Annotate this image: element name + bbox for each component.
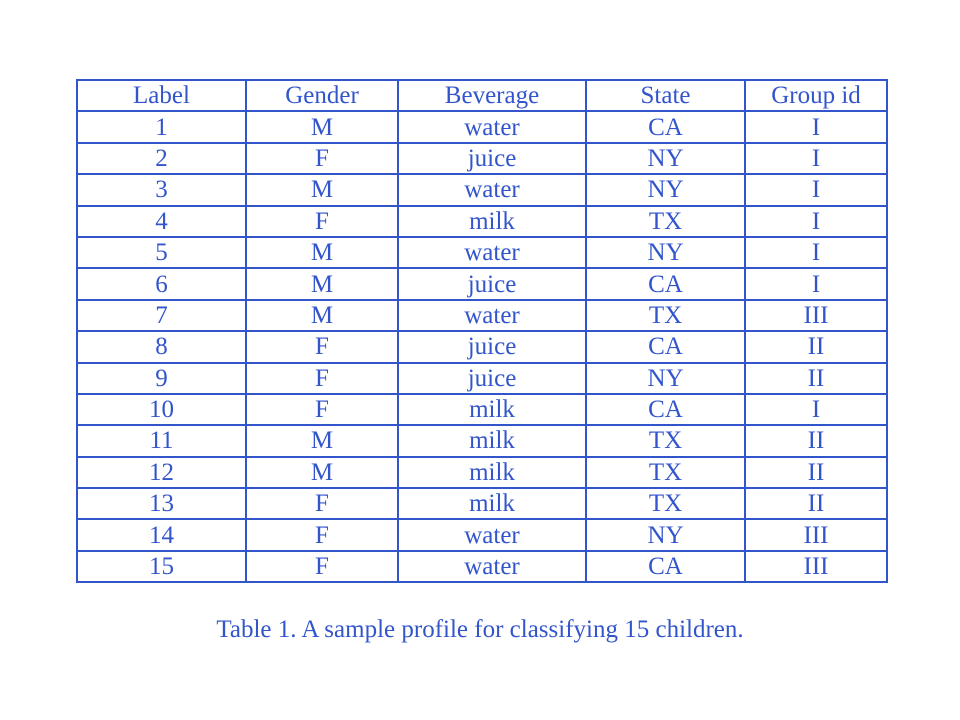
cell-beverage: milk bbox=[398, 457, 586, 488]
table-row bbox=[77, 206, 887, 237]
cell-gender: M bbox=[246, 300, 398, 331]
cell-beverage: juice bbox=[398, 331, 586, 362]
cell-gender: M bbox=[246, 237, 398, 268]
table-row bbox=[77, 425, 887, 456]
cell-state: CA bbox=[586, 551, 745, 582]
cell-state: CA bbox=[586, 268, 745, 299]
cell-state: NY bbox=[586, 237, 745, 268]
cell-beverage: water bbox=[398, 237, 586, 268]
cell-group-id: III bbox=[745, 300, 887, 331]
cell-gender: F bbox=[246, 363, 398, 394]
cell-label: 3 bbox=[77, 174, 246, 205]
cell-state: NY bbox=[586, 519, 745, 550]
cell-beverage: milk bbox=[398, 425, 586, 456]
cell-state: TX bbox=[586, 206, 745, 237]
cell-label: 6 bbox=[77, 268, 246, 299]
cell-group-id: I bbox=[745, 174, 887, 205]
cell-group-id: II bbox=[745, 457, 887, 488]
table-row bbox=[77, 237, 887, 268]
cell-beverage: milk bbox=[398, 206, 586, 237]
cell-group-id: II bbox=[745, 331, 887, 362]
header-state: State bbox=[586, 80, 745, 111]
cell-label: 12 bbox=[77, 457, 246, 488]
cell-label: 9 bbox=[77, 363, 246, 394]
table-row bbox=[77, 174, 887, 205]
table-row bbox=[77, 519, 887, 550]
cell-group-id: I bbox=[745, 394, 887, 425]
cell-state: NY bbox=[586, 143, 745, 174]
cell-state: CA bbox=[586, 394, 745, 425]
cell-label: 4 bbox=[77, 206, 246, 237]
cell-label: 8 bbox=[77, 331, 246, 362]
cell-gender: M bbox=[246, 425, 398, 456]
cell-beverage: juice bbox=[398, 363, 586, 394]
cell-gender: F bbox=[246, 143, 398, 174]
cell-beverage: water bbox=[398, 551, 586, 582]
cell-label: 5 bbox=[77, 237, 246, 268]
cell-state: TX bbox=[586, 300, 745, 331]
cell-group-id: I bbox=[745, 268, 887, 299]
cell-group-id: I bbox=[745, 143, 887, 174]
table-row bbox=[77, 488, 887, 519]
cell-group-id: III bbox=[745, 519, 887, 550]
cell-label: 15 bbox=[77, 551, 246, 582]
header-beverage: Beverage bbox=[398, 80, 586, 111]
cell-gender: F bbox=[246, 206, 398, 237]
table-row bbox=[77, 457, 887, 488]
cell-gender: M bbox=[246, 268, 398, 299]
cell-state: TX bbox=[586, 425, 745, 456]
cell-label: 14 bbox=[77, 519, 246, 550]
table-row bbox=[77, 143, 887, 174]
cell-group-id: II bbox=[745, 425, 887, 456]
cell-beverage: water bbox=[398, 111, 586, 142]
header-label: Label bbox=[77, 80, 246, 111]
cell-gender: F bbox=[246, 331, 398, 362]
header-gender: Gender bbox=[246, 80, 398, 111]
cell-gender: M bbox=[246, 174, 398, 205]
cell-gender: M bbox=[246, 111, 398, 142]
cell-beverage: milk bbox=[398, 394, 586, 425]
cell-group-id: II bbox=[745, 488, 887, 519]
cell-label: 13 bbox=[77, 488, 246, 519]
cell-gender: F bbox=[246, 488, 398, 519]
cell-gender: F bbox=[246, 519, 398, 550]
table-caption: Table 1. A sample profile for classifying 15 children. bbox=[216, 616, 744, 643]
cell-gender: F bbox=[246, 394, 398, 425]
table-row bbox=[77, 394, 887, 425]
cell-state: CA bbox=[586, 331, 745, 362]
cell-label: 2 bbox=[77, 143, 246, 174]
cell-label: 10 bbox=[77, 394, 246, 425]
cell-beverage: juice bbox=[398, 268, 586, 299]
cell-state: TX bbox=[586, 457, 745, 488]
cell-label: 1 bbox=[77, 111, 246, 142]
cell-label: 11 bbox=[77, 425, 246, 456]
cell-group-id: II bbox=[745, 363, 887, 394]
header-group-id: Group id bbox=[745, 80, 887, 111]
table-header bbox=[77, 80, 887, 111]
cell-gender: M bbox=[246, 457, 398, 488]
table-row bbox=[77, 551, 887, 582]
cell-state: NY bbox=[586, 363, 745, 394]
table-row bbox=[77, 111, 887, 142]
table-row bbox=[77, 300, 887, 331]
table-row bbox=[77, 331, 887, 362]
cell-group-id: I bbox=[745, 111, 887, 142]
cell-beverage: milk bbox=[398, 488, 586, 519]
cell-beverage: water bbox=[398, 174, 586, 205]
table-row bbox=[77, 268, 887, 299]
cell-beverage: water bbox=[398, 300, 586, 331]
cell-state: NY bbox=[586, 174, 745, 205]
cell-state: CA bbox=[586, 111, 745, 142]
cell-label: 7 bbox=[77, 300, 246, 331]
cell-gender: F bbox=[246, 551, 398, 582]
cell-beverage: water bbox=[398, 519, 586, 550]
profile-table bbox=[76, 79, 888, 583]
cell-beverage: juice bbox=[398, 143, 586, 174]
header-row bbox=[77, 80, 887, 111]
cell-group-id: I bbox=[745, 237, 887, 268]
table-row bbox=[77, 363, 887, 394]
cell-state: TX bbox=[586, 488, 745, 519]
cell-group-id: III bbox=[745, 551, 887, 582]
table-body bbox=[77, 111, 887, 582]
cell-group-id: I bbox=[745, 206, 887, 237]
